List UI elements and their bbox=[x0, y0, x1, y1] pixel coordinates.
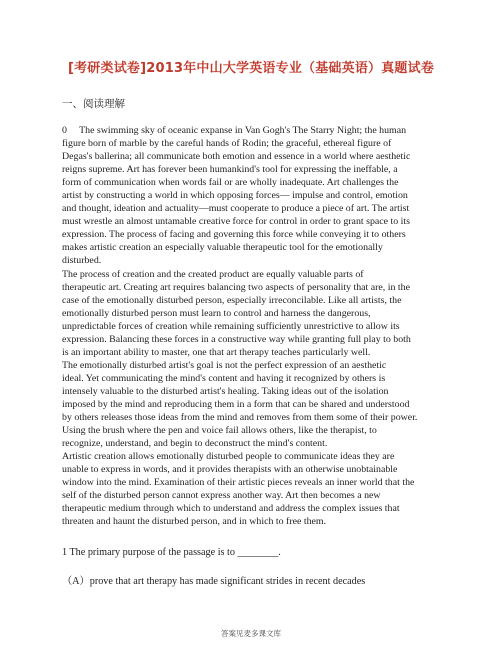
passage-line: The emotionally disturbed artist's goal is not the perfect expression of an aesthetic bbox=[62, 359, 387, 371]
reading-passage bbox=[62, 124, 444, 528]
passage-line: reigns supreme. Art has forever been humankind's tool for expressing the ineffable, a bbox=[62, 164, 398, 176]
passage-line: window into the mind. Examination of their artistic pieces reveals an inner world that the bbox=[62, 477, 415, 489]
passage-line: unpredictable forces of creation while remaining sufficiently unrestrictive to allow its bbox=[62, 320, 400, 332]
passage-line: form of communication when words fail or are wholly inadequate. Art challenges the bbox=[62, 177, 399, 189]
section-heading: 一、阅读理解 bbox=[62, 98, 125, 110]
passage-line: figure born of marble by the careful hands of Rodin; the graceful, ethereal figure of bbox=[62, 138, 392, 150]
passage-line: recognize, understand, and begin to deconstruct the mind's content. bbox=[62, 438, 328, 450]
passage-line: unable to express in words, and it provides therapists with an otherwise unobtainable bbox=[62, 464, 398, 476]
page-footer: 答案见麦多课文库 bbox=[221, 629, 281, 638]
passage-line: expression. The process of facing and governing this force while conveying it to others bbox=[62, 229, 406, 241]
passage-line: self of the disturbed person cannot express another way. Art then becomes a new bbox=[62, 490, 381, 502]
passage-line: by others releases those ideas from the mind and removes from them some of their power. bbox=[62, 412, 418, 424]
passage-line: 0 The swimming sky of oceanic expanse in Van Gogh's The Starry Night; the human bbox=[62, 125, 407, 136]
passage-line: and thought, ideation and actuality—must cooperate to produce a piece of art. The artist bbox=[62, 203, 410, 215]
passage-line: Using the brush where the pen and voice fail allows others, like the therapist, to bbox=[62, 425, 377, 437]
passage-line: case of the emotionally disturbed person, especially irreconcilable. Like all artists, the bbox=[62, 294, 402, 306]
document-title: [考研类试卷]2013年中山大学英语专业（基础英语）真题试卷 bbox=[67, 61, 435, 76]
passage-line: Degas's ballerina; all communicate both emotion and essence in a world where aesthetic bbox=[62, 151, 411, 163]
passage-line: therapeutic art. Creating art requires balancing two aspects of personality that are, in the bbox=[62, 281, 410, 293]
passage-line: disturbed. bbox=[62, 255, 102, 267]
passage-line: expression. Balancing these forces in a constructive way while granting full play to both bbox=[62, 333, 411, 345]
answer-option-a: （A）prove that art therapy has made significant strides in recent decades bbox=[62, 576, 366, 587]
question-stem: 1 The primary purpose of the passage is to ________. bbox=[62, 547, 281, 558]
passage-line: ideal. Yet communicating the mind's content and having it recognized by others is bbox=[62, 372, 386, 384]
passage-line: makes artistic creation an especially valuable therapeutic tool for the emotionally bbox=[62, 242, 383, 254]
passage-line: The process of creation and the created product are equally valuable parts of bbox=[62, 268, 364, 280]
passage-line: therapeutic medium through which to understand and address the complex issues that bbox=[62, 503, 400, 515]
passage-line: emotionally disturbed person must learn to control and harness the dangerous, bbox=[62, 307, 371, 319]
passage-line: intensely valuable to the disturbed artist's healing. Taking ideas out of the isolation bbox=[62, 385, 389, 397]
passage-line: threaten and haunt the disturbed person, and in which to free them. bbox=[62, 516, 327, 528]
passage-line: imposed by the mind and reproducing them in a form that can be shared and understood bbox=[62, 398, 410, 410]
passage-line: artist by constructing a world in which opposing forces— impulse and control, emotion bbox=[62, 190, 408, 202]
passage-line: must wrestle an almost untamable creative force for control in order to grant space to its bbox=[62, 216, 410, 228]
passage-line: is an important ability to master, one that art therapy teaches particularly well. bbox=[62, 346, 371, 358]
passage-line: Artistic creation allows emotionally disturbed people to communicate ideas they are bbox=[62, 451, 395, 463]
